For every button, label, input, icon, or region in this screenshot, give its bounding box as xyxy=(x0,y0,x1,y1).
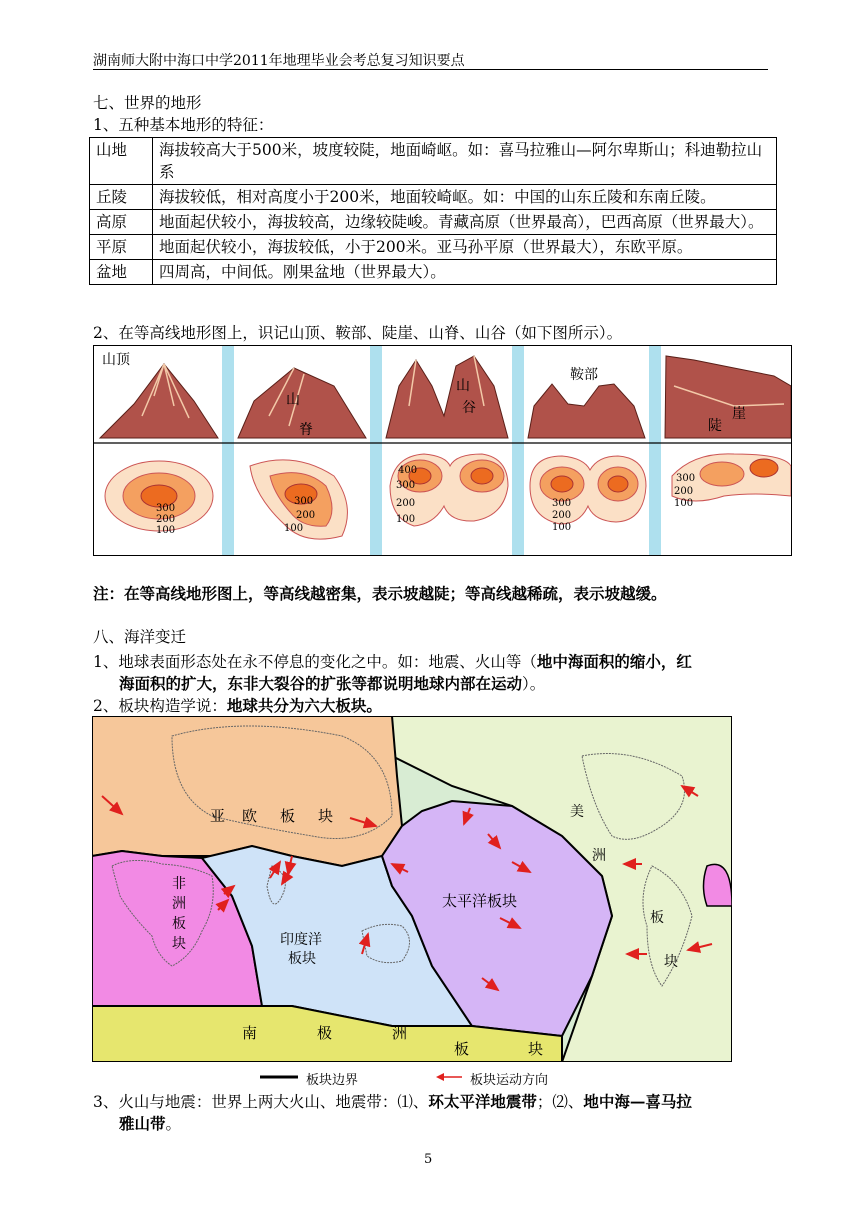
item2-prefix: 2、板块构造学说： xyxy=(93,697,227,715)
africa-label-1: 非 xyxy=(172,876,186,892)
contour-300-label: 300 xyxy=(552,498,572,509)
contour-300-label: 300 xyxy=(676,473,696,484)
eurasia-label-2: 欧 xyxy=(242,807,258,825)
contour-300-label: 300 xyxy=(396,480,416,491)
plate-map xyxy=(92,716,732,1062)
contour-100-label: 100 xyxy=(552,522,572,533)
legend-motion-label: 板块运动方向 xyxy=(470,1073,549,1088)
africa-label-2: 洲 xyxy=(172,896,186,912)
section7-title: 七、世界的地形 xyxy=(93,94,202,112)
label-peak: 山顶 xyxy=(102,352,130,368)
landform-desc: 海拔较低，相对高度小于200米，地面较崎岖。如：中国的山东丘陵和东南丘陵。 xyxy=(153,185,777,210)
table-row xyxy=(90,210,777,235)
item1-line2-bold: 海面积的扩大，东非大裂谷的扩张等都说明地球内部在运动 xyxy=(119,674,523,693)
america-label-4: 块 xyxy=(664,954,678,970)
item3-prefix: 3、火山与地震：世界上两大火山、地震带：⑴、 xyxy=(93,1093,429,1111)
antarctic-label-5: 块 xyxy=(528,1040,544,1058)
contour-200-label: 200 xyxy=(396,498,416,509)
section8-item1-line2 xyxy=(119,673,545,695)
contour-figure-svg xyxy=(94,346,791,555)
africa-label-3: 板 xyxy=(172,916,186,932)
contour-200-label: 200 xyxy=(156,514,176,525)
item3-line2-bold: 雅山带 xyxy=(119,1114,166,1133)
landform-desc: 四周高，中间低。刚果盆地（世界最大）。 xyxy=(153,260,777,285)
indian-label-1: 印度洋 xyxy=(280,932,322,948)
eurasia-label-1: 亚 xyxy=(210,807,226,825)
antarctic-label-4: 板 xyxy=(454,1040,470,1058)
section8-item1-line1 xyxy=(93,651,692,673)
label-ridge-1: 山 xyxy=(286,392,300,408)
label-cliff-1: 陡 xyxy=(708,418,722,434)
contour-200-label: 200 xyxy=(296,510,316,521)
label-cliff-2: 崖 xyxy=(732,406,746,422)
item3-bold2: 地中海—喜马拉 xyxy=(583,1092,692,1111)
landform-table xyxy=(89,137,777,285)
panel-divider xyxy=(512,346,524,555)
contour-figure xyxy=(93,345,792,556)
contour-300-label: 300 xyxy=(294,496,314,507)
antarctic-label-2: 极 xyxy=(317,1024,333,1042)
america-label-3: 板 xyxy=(650,910,664,926)
section7-sub1: 1、五种基本地形的特征： xyxy=(93,116,274,134)
contour-100-label: 100 xyxy=(156,525,176,536)
america-label-2: 洲 xyxy=(592,848,606,864)
landform-name: 丘陵 xyxy=(90,185,153,210)
header-rule xyxy=(93,69,768,70)
table-row xyxy=(90,138,777,185)
page-number: 5 xyxy=(424,1152,433,1167)
item1-prefix: 1、地球表面形态处在永不停息的变化之中。如：地震、火山等（ xyxy=(93,653,537,671)
contour-300-label: 300 xyxy=(156,503,176,514)
panel-divider xyxy=(649,346,661,555)
section8-item2 xyxy=(93,695,382,717)
label-valley-2: 谷 xyxy=(462,400,476,416)
eurasia-label-3: 板 xyxy=(280,807,296,825)
landform-name: 盆地 xyxy=(90,260,153,285)
legend-arrow-head xyxy=(436,1073,444,1081)
landform-desc: 海拔较高大于500米，坡度较陡，地面崎岖。如：喜马拉雅山—阿尔卑斯山；科迪勒拉山系 xyxy=(153,138,777,185)
label-saddle: 鞍部 xyxy=(570,367,598,383)
page-header: 湖南师大附中海口中学2011年地理毕业会考总复习知识要点 xyxy=(93,53,465,69)
item3-bold1: 环太平洋地震带 xyxy=(428,1092,537,1111)
legend-boundary-label: 板块边界 xyxy=(306,1073,359,1088)
eurasia-plate xyxy=(92,716,402,866)
contour-100-label: 100 xyxy=(674,498,694,509)
table-row xyxy=(90,260,777,285)
america-label-1: 美 xyxy=(570,804,584,820)
section8-item3-line2 xyxy=(119,1113,181,1135)
contour-200-label: 200 xyxy=(552,510,572,521)
table-row xyxy=(90,235,777,260)
plate-map-svg xyxy=(92,716,732,1062)
section7-sub2: 2、在等高线地形图上，识记山顶、鞍部、陡崖、山脊、山谷（如下图所示）。 xyxy=(93,324,623,342)
landform-name: 山地 xyxy=(90,138,153,185)
contour-100-label: 100 xyxy=(284,523,304,534)
contour-200-label: 200 xyxy=(674,486,694,497)
item1-bold: 地中海面积的缩小，红 xyxy=(536,652,692,671)
section8-item3-line1 xyxy=(93,1091,692,1113)
contour-400-label: 400 xyxy=(398,465,418,476)
africa-label-4: 块 xyxy=(172,936,186,952)
contour-100-label: 100 xyxy=(396,514,416,525)
landform-desc: 地面起伏较小，海拔较高，边缘较陡峻。青藏高原（世界最高），巴西高原（世界最大）。 xyxy=(153,210,777,235)
landform-name: 高原 xyxy=(90,210,153,235)
label-valley-1: 山 xyxy=(456,378,470,394)
section8-title: 八、海洋变迁 xyxy=(93,628,187,646)
landform-name: 平原 xyxy=(90,235,153,260)
panel-divider xyxy=(222,346,234,555)
item2-bold: 地球共分为六大板块。 xyxy=(226,696,382,715)
landform-desc: 地面起伏较小，海拔较低，小于200米。亚马孙平原（世界最大），东欧平原。 xyxy=(153,235,777,260)
antarctic-label-1: 南 xyxy=(242,1024,258,1042)
contour-note: 注：在等高线地形图上，等高线越密集，表示坡越陡；等高线越稀疏，表示坡越缓。 xyxy=(93,584,667,603)
eurasia-label-4: 块 xyxy=(318,807,334,825)
antarctic-label-3: 洲 xyxy=(392,1024,408,1042)
item1-suffix: ）。 xyxy=(522,675,546,693)
item3-mid: ；⑵、 xyxy=(536,1093,584,1111)
label-ridge-2: 脊 xyxy=(299,422,313,438)
table-row xyxy=(90,185,777,210)
panel-divider xyxy=(370,346,382,555)
item3-end: 。 xyxy=(165,1115,182,1133)
pacific-label: 太平洋板块 xyxy=(442,892,518,910)
indian-label-2: 板块 xyxy=(288,951,316,967)
